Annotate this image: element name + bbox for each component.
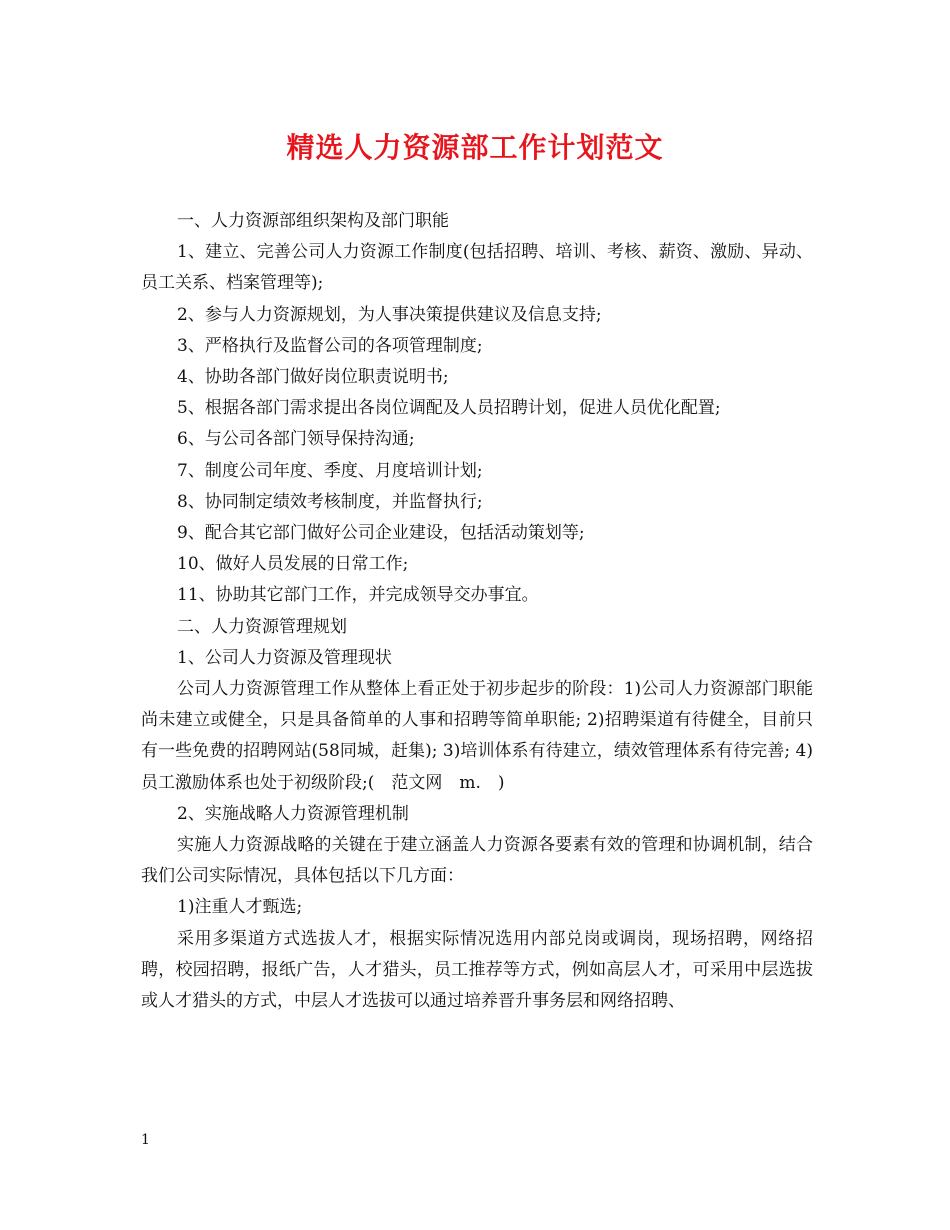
paragraph: 1)注重人才甄选; bbox=[177, 897, 303, 918]
paragraph: 7、制度公司年度、季度、月度培训计划; bbox=[177, 460, 483, 481]
paragraph: 10、做好人员发展的日常工作; bbox=[177, 554, 409, 575]
paragraph: 3、严格执行及监督公司的各项管理制度; bbox=[177, 335, 483, 356]
paragraph: 采用多渠道方式选拔人才，根据实际情况选用内部兑岗或调岗，现场招聘，网络招聘，校园招聘，报纸广告，人才猎头，员工推荐等方式，例如高层人才，可采用中层选拔或人才猎头的方式，中层人才选拔可以通过培养晋升事务层和网络招聘、 bbox=[141, 928, 813, 1012]
document-title: 精选人力资源部工作计划范文 bbox=[286, 131, 664, 164]
subsection-heading: 2、实施战略人力资源管理机制 bbox=[177, 803, 409, 824]
paragraph: 11、协助其它部门工作，并完成领导交办事宜。 bbox=[177, 585, 539, 606]
paragraph: 8、协同制定绩效考核制度，并监督执行; bbox=[177, 491, 483, 512]
paragraph: 1、建立、完善公司人力资源工作制度(包括招聘、培训、考核、薪资、激励、异动、员工关系、档案管理等); bbox=[141, 242, 813, 294]
page-number: 1 bbox=[141, 1132, 150, 1148]
paragraph: 9、配合其它部门做好公司企业建设，包括活动策划等; bbox=[177, 523, 585, 544]
paragraph: 4、协助各部门做好岗位职责说明书; bbox=[177, 367, 449, 388]
paragraph: 2、参与人力资源规划，为人事决策提供建议及信息支持; bbox=[177, 304, 602, 325]
section-heading: 二、人力资源管理规划 bbox=[177, 616, 347, 637]
subsection-heading: 1、公司人力资源及管理现状 bbox=[177, 647, 392, 668]
paragraph: 5、根据各部门需求提出各岗位调配及人员招聘计划，促进人员优化配置; bbox=[177, 398, 721, 419]
paragraph: 公司人力资源管理工作从整体上看正处于初步起步的阶段：1)公司人力资源部门职能尚未建立或健全，只是具备简单的人事和招聘等简单职能; 2)招聘渠道有待健全，目前只有一些免费的招聘网站(58同城，赶集); 3)培训体系有待建立，绩效管理体系有待完善; 4)员工激励体系也处于初级阶段;( 范文网 m. ) bbox=[141, 679, 813, 793]
document-body bbox=[141, 206, 813, 1017]
paragraph: 实施人力资源战略的关键在于建立涵盖人力资源各要素有效的管理和协调机制，结合我们公司实际情况，具体包括以下几方面： bbox=[141, 835, 813, 887]
paragraph: 一、人力资源部组织架构及部门职能 bbox=[177, 211, 449, 231]
paragraph: 6、与公司各部门领导保持沟通; bbox=[177, 429, 415, 450]
